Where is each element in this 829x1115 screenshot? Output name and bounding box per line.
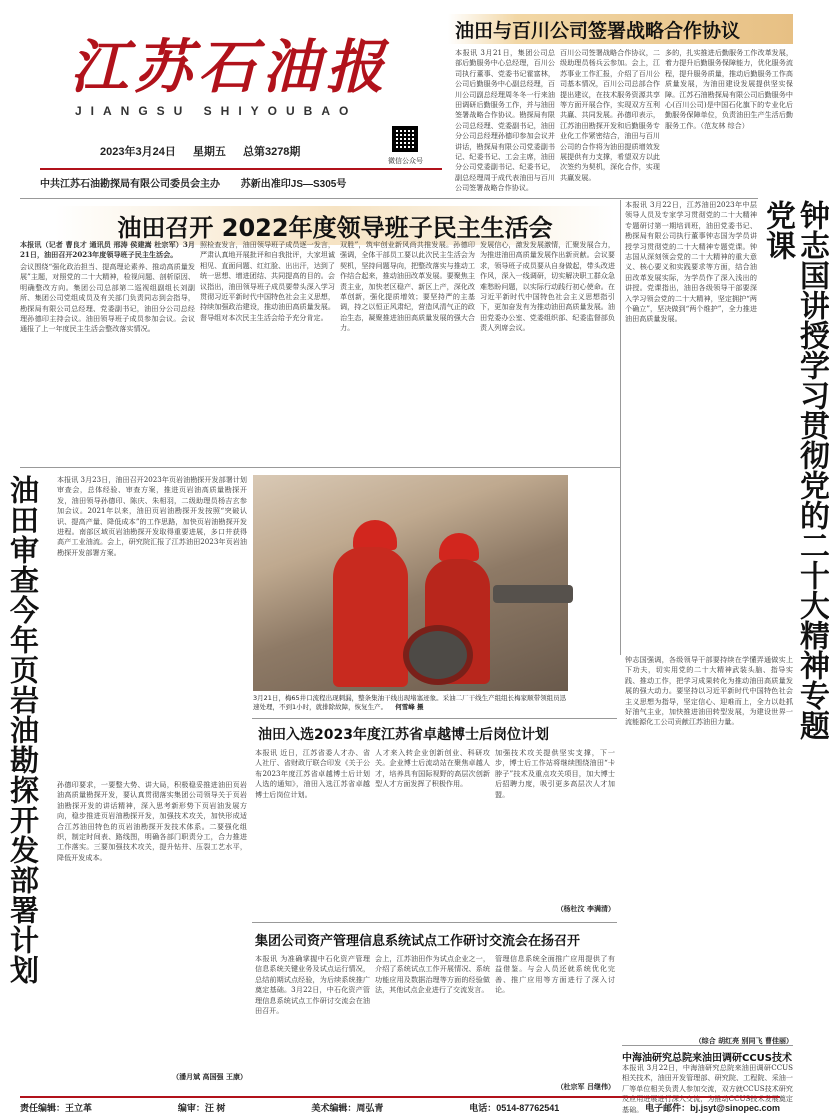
- news-photo: [253, 475, 568, 691]
- article-column: 孙德印要求，一要整大势、讲大局，积极稳妥推进油田页岩油高质量勘探开发，要认真贯彻落实集团公司领导关于页岩油勘探开发的讲话精神，深入思考新形势下页岩油发展方向，稳步推进页岩油勘探开发，加强技术攻关，加快形成适合江苏油田特色的页岩油勘探开发技术体系。二要强化组织，制定时间表、路线图，明确各部门职责分工，合力推进工作落实。三要加强技术攻关，提升钻井、压裂工艺水平，降低开发成本。: [57, 780, 247, 862]
- headline-postdoc: 油田入选2023年度江苏省卓越博士后岗位计划: [258, 727, 549, 743]
- article-signature: （潘月斌 高国强 王康）: [172, 1073, 247, 1081]
- worker-figure: [333, 547, 408, 687]
- footer-art: 美术编辑：周弘青: [311, 1103, 384, 1113]
- article-column: 发展信心，激发发展激情，汇聚发展合力，为推进油田高质量发展作出新贡献。会议要求，领导班子成员要从自身做起，带头改进作风，深入一线调研，切实解决职工群众急难愁盼问题，以实际行动践行初心使命。在习近平新时代中国特色社会主义思想指引下，更加奋发有为推动油田高质量发展。油田党委办公室、党委组织部、纪委监督部负责人列席会议。: [480, 240, 615, 333]
- qr-caption: 微信公众号: [388, 158, 423, 165]
- headline-asset-system: 集团公司资产管理信息系统试点工作研讨交流会在扬召开: [255, 934, 581, 949]
- qr-code-icon: [392, 126, 418, 152]
- issue-weekday: 星期五: [192, 146, 226, 158]
- publisher-org: 中共江苏石油勘探局有限公司委员会主办: [40, 179, 220, 190]
- helmet-icon: [439, 533, 479, 561]
- divider: [252, 922, 617, 923]
- footer-bar: [20, 1096, 780, 1114]
- article-column: 会上，江苏油田作为试点企业之一，介绍了系统试点工作开展情况、系统功能应用及数据治理等方面的经验做法，其他试点企业进行了交流发言。: [375, 954, 490, 995]
- article-signature: （综合 胡红亮 别同飞 曹佳丽）: [694, 1037, 793, 1045]
- article-column: 管理信息系统全面推广应用提供了有益借鉴。与会人员还就系统优化完善、推广应用等方面进行了深入讨论。: [495, 954, 615, 995]
- photo-credit: 何雪峰 摄: [395, 703, 424, 711]
- headline-strategic-agreement: 油田与百川公司签署战略合作协议: [455, 20, 741, 42]
- footer-phone: 电话：0514-87762541: [469, 1103, 560, 1113]
- issue-date: 2023年3月24日: [100, 146, 176, 158]
- photo-caption-text: 3月21日，梅65井口流程出现刺漏，整条集油干线出现堵塞迹象。采油二厂干线生产组组长梅家顺带领组员迅速处理，不到1小时，就排除故障，恢复生产。: [253, 694, 567, 711]
- article-column: 多的，扎实推进后勤服务工作改革发展，着力提升后勤服务保障能力，优化服务流程，提升服务质量，推动后勤服务工作高质量发展，为油田建设发展提供坚实保障。江苏石油勘探局有限公司后勤服务中心(百川公司)是中国石化旗下的专业化后勤服务保障单位，负责油田生产生活后勤服务工作。（范友林 综合）: [665, 48, 793, 130]
- photo-caption: [253, 694, 568, 712]
- article-column: 本报讯 3月23日，油田召开2023年页岩油勘探开发部署计划审查会，总体经验、审查方案，推进页岩油高质量勘探开发，油田领导孙德印、陈庆、朱相羽，二级助理员杨吉玄参加会议。2021年以来，油田页岩油勘探开发按照“突破认识、提高产量、降低成本”的工作思路，加快页岩油勘探开发进程。南部区域页岩油勘探开发取得重要进展，多口井获得高产工业油流。会上，研究院汇报了江苏油田2023年页岩油勘探开发部署方案。: [57, 475, 247, 557]
- divider: [622, 1045, 793, 1046]
- article-column: 照检查发言，油田领导班子成员逐一发言，严肃认真地开展批评和自我批评，大家坦诚相见、直面问题、红红脸、出出汗，达到了统一思想、增进团结、共同提高的目的。会议指出，油田领导班子成员要带头深入学习贯彻习近平新时代中国特色社会主义思想，持续加强政治建设，推动油田高质量发展。督导组对本次民主生活会给予充分肯定。: [200, 240, 335, 322]
- pipe: [493, 585, 573, 603]
- masthead-title: 江苏石油报: [70, 33, 391, 101]
- article-column: 本报讯 3月22日，江苏油田2023年中层领导人员及专家学习贯彻党的二十大精神专题研讨第一期培训班，油田党委书记、勘探局有限公司执行董事钟志国为学员讲授学习贯彻党的二十大精神专题党课。钟志国从深刻领会党的二十大精神的重大意义、核心要义和实践要求等方面，结合油田改革发展实际，为学员作了深入浅出的讲授。党课指出，油田各级领导干部要深入学习领会党的二十大精神，坚定拥护“两个确立”，坚决做到“两个维护”，全力推进油田高质量发展。: [625, 200, 757, 324]
- publisher-bar: [40, 168, 442, 190]
- footer-email: 电子邮件：bj.jsyt@sinopec.com: [645, 1103, 780, 1113]
- headline-party-lecture: 钟志国讲授学习贯彻党的二十大精神专题党课: [760, 200, 829, 740]
- article-column: 加强技术攻关提供坚实支撑，下一步，博士后工作站将继续围绕油田“卡脖子”技术及重点攻关项目，加大博士后招聘力度，吸引更多高层次人才加盟。: [495, 748, 615, 799]
- dateline: [100, 143, 314, 159]
- divider: [20, 198, 758, 199]
- divider: [20, 467, 620, 468]
- headline-shale-oil-plan: 油田审查今年页岩油勘探开发部署计划: [6, 475, 40, 985]
- article-column: 人才来入转企业创新创业、科研攻关。企业博士后流动站在聚焦卓越人才，培养具有国际视野的高层次创新型人才方面发挥了积极作用。: [375, 748, 490, 789]
- divider: [620, 200, 621, 655]
- article-signature: （杨杜汶 李满清）: [556, 905, 615, 913]
- headline-ccus: 中海油研究总院来油田调研CCUS技术: [622, 1053, 792, 1064]
- valve-wheel: [403, 625, 473, 685]
- publisher-license: 苏新出准印JS—S305号: [240, 179, 347, 190]
- article-byline: 本报讯（记者 曹良才 通讯员 邢涛 侯建嵩 杜宗军）3月21日，油田召开2023年度领导班子民主生活会。: [20, 240, 195, 260]
- issue-number: 总第3278期: [242, 146, 301, 158]
- article-column: 双胜”，筑牢创业新风尚共推发展。孙德印强调，全体干部员工要以此次民主生活会为契机，坚持问题导向，把整改落实与推动工作结合起来，推动油田改革发展。要聚焦主责主业，加快老区稳产、新区上产，深化改革创新，强化提质增效；要坚持严的主基调，持之以恒正风肃纪，营造风清气正的政治生态，凝聚推进油田高质量发展的强大合力。: [340, 240, 475, 333]
- masthead-pinyin: JIANGSU SHIYOUBAO: [75, 104, 358, 118]
- article-column: 会议围绕“强化政治担当、提高理论素养、推动高质量发展”主题，对照党的二十大精神，检视问题、剖析原因、明确整改方向。集团公司总部第二巡视组副组长刘副所、集团公司党组成员及有关部门负责同志到会指导，勘探局有限公司总经理、党委副书记，油田分公司总经理孙德印主持会议。油田领导班子成员参加会议。会议通报了上一年度民主生活会整改落实情况。: [20, 262, 195, 334]
- article-signature: （杜宗军 吕继伟）: [556, 1083, 615, 1091]
- footer-layout: 编审：汪 树: [177, 1103, 226, 1113]
- article-column: 钟志国强调，各级领导干部要持续在学懂弄通做实上下功夫，切实用党的二十大精神武装头脑、指导实践、推动工作，把学习成果转化为推动油田高质量发展的强大动力。要坚持以习近平新时代中国特色社会主义思想为指导，坚定信心、迎难而上，全力以赴抓好油气主业，加快推进油田转型发展，为建设世界一流能源化工公司贡献江苏油田力量。: [625, 655, 793, 727]
- article-column: 本报讯 为准确掌握中石化资产管理信息系统关键业务及试点运行情况，总结前期试点经验，为后续系统推广奠定基础。3月22日，中石化资产管理信息系统试点工作研讨交流会在油田召开。: [255, 954, 370, 1016]
- article-column: 本报讯 近日，江苏省委人才办、省人社厅、省财政厅联合印发《关于公布2023年度江苏省卓越博士后计划人选的通知》，油田入选江苏省卓越博士后岗位计划。: [255, 748, 370, 799]
- headline-democratic-meeting: 油田召开 2022年度领导班子民主生活会: [55, 206, 615, 245]
- helmet-icon: [353, 520, 397, 550]
- article-column: 百川公司签署战略合作协议，二级助理员杨兵云参加。会上，江苏事业工作汇报，介绍了百川公司基本情况，百川公司总部合作提出建议，在技术服务资源共享等方面开展合作，实现双方互利共赢、共同发展。孙德印表示，江苏油田勘探开发和后勤服务专业化工作紧密结合，油田与百川公司的合作将为油田提质增效发展提供有力支撑，希望双方以此次签约为契机，深化合作，实现共赢发展。: [560, 48, 660, 182]
- article-column: 本报讯 3月22日，中海油研究总院来油田调研CCUS相关技术，油田开发管理部、研究院、工程院、采油一厂等单位相关负责人参加交流，双方就CCUS技术研究及应用进展进行深入交流，为推动CCUS技术发展奠定基础。: [622, 1063, 793, 1114]
- footer-editor: 责任编辑：王立革: [20, 1103, 93, 1113]
- divider: [252, 718, 617, 719]
- article-column: 本报讯 3月21日，集团公司总部后勤服务中心总经理，百川公司执行董事、党委书记霍富林，公司后勤服务中心副总经理，百川公司副总经理周冬冬一行来油田调研后勤服务工作，并与油田签署战略合作协议。勘探局有限公司总经理、党委副书记，油田分公司总经理孙德印参加会议并讲话，勘探局有限公司党委副书记、纪委书记、工会主席，油田分公司党委副书记、纪委书记，副总经理周于成代表油田与百川公司签署战略合作协议。: [455, 48, 555, 193]
